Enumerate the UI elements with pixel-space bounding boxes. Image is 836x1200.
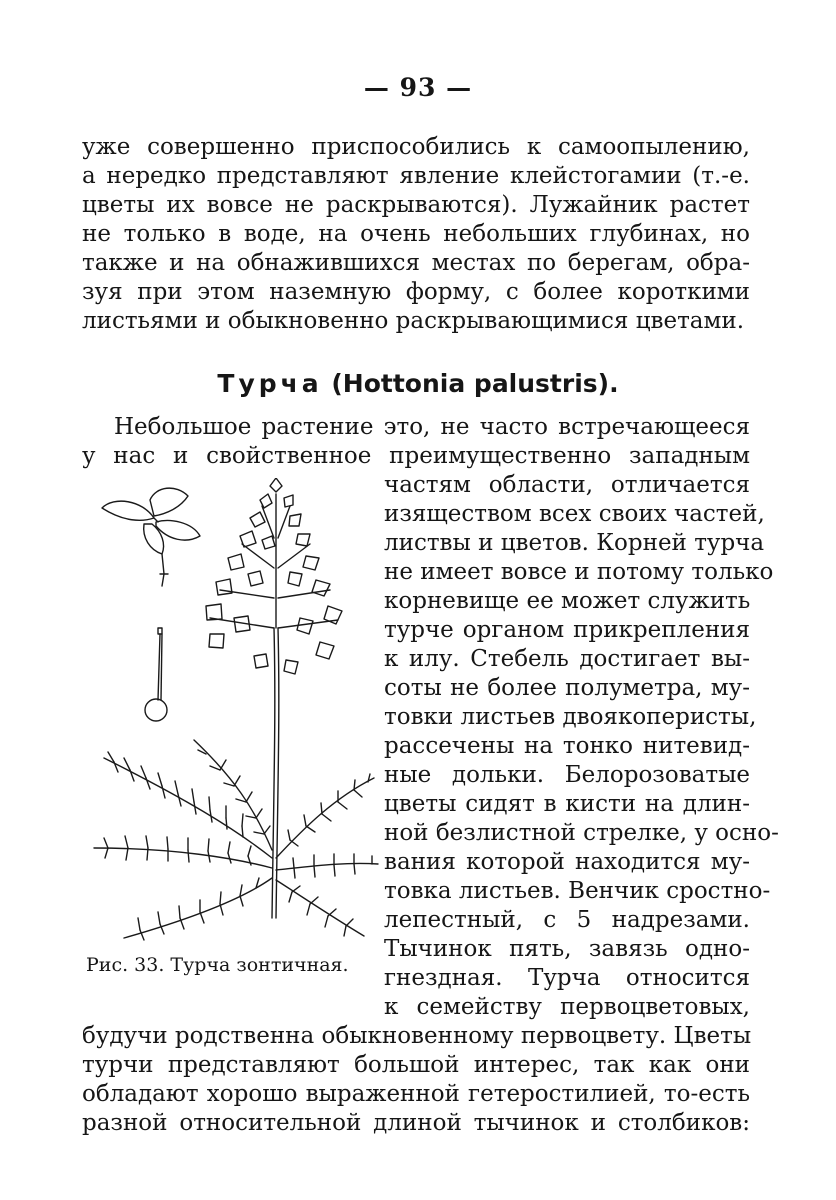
- text-line: также и на обнажившихся местах по берегам, обра-: [82, 250, 750, 276]
- text-line: зуя при этом наземную форму, с более короткими: [82, 279, 750, 305]
- text-line: товка листьев. Венчик сростно-: [384, 878, 771, 904]
- text-line: частям области, отличается: [384, 472, 750, 498]
- text-line: обладают хорошо выраженной гетеростилией, то-есть: [82, 1081, 750, 1107]
- text-line: корневище ее может служить: [384, 588, 751, 614]
- page-number: — 93 —: [363, 73, 473, 102]
- text-line: будучи родственна обыкновенному первоцвету. Цветы: [82, 1023, 752, 1049]
- text-line: рассечены на тонко нитевид-: [384, 733, 750, 759]
- text-line: листвы и цветов. Корней турча: [384, 530, 765, 556]
- stem-drawing: [272, 628, 279, 918]
- text-line: а нередко представляют явление клейстогамии (т.-е.: [82, 163, 750, 189]
- text-line: вания которой находится му-: [384, 849, 750, 875]
- section-title: [0, 368, 836, 400]
- figure-caption: Рис. 33. Турча зонтичная.: [86, 954, 349, 976]
- text-line: разной относительной длиной тычинок и столбиков:: [82, 1110, 750, 1136]
- text-line: уже совершенно приспособились к самоопылению,: [82, 134, 750, 160]
- text-line: ной безлистной стрелке, у осно-: [384, 820, 779, 846]
- hottonia-illustration: [84, 478, 380, 946]
- leaves-drawing: [94, 740, 378, 940]
- text-line: ные дольки. Белорозоватые: [384, 762, 750, 788]
- text-line: Тычинок пять, завязь одно-: [384, 936, 750, 962]
- text-line: к илу. Стебель достигает вы-: [384, 646, 750, 672]
- text-line: лепестный, с 5 надрезами.: [384, 907, 750, 933]
- text-line: у нас и свойственное преимущественно западным: [82, 443, 750, 469]
- text-line: не только в воде, на очень небольших глубинах, но: [82, 221, 750, 247]
- text-line: турче органом прикрепления: [384, 617, 750, 643]
- section-title-russian: Турча: [217, 369, 323, 398]
- text-line: Небольшое растение это, не часто встречающееся: [114, 414, 750, 440]
- text-line: цветы сидят в кисти на длин-: [384, 791, 750, 817]
- text-line: изяществом всех своих частей,: [384, 501, 765, 527]
- text-line: листьями и обыкновенно раскрывающимися цветами.: [82, 308, 745, 334]
- text-line: соты не более полуметра, му-: [384, 675, 750, 701]
- text-line: цветы их вовсе не раскрываются). Лужайник растет: [82, 192, 750, 218]
- text-line: гнездная. Турча относится: [384, 965, 750, 991]
- text-line: товки листьев двоякоперисты,: [384, 704, 757, 730]
- section-title-latin: (Hottonia palustris).: [322, 369, 619, 398]
- text-line: не имеет вовсе и потому только: [384, 559, 774, 585]
- text-line: турчи представляют большой интерес, так как они: [82, 1052, 750, 1078]
- pistil-detail-drawing: [145, 628, 167, 721]
- flower-detail-drawing: [102, 488, 200, 586]
- text-line: к семейству первоцветовых,: [384, 994, 750, 1020]
